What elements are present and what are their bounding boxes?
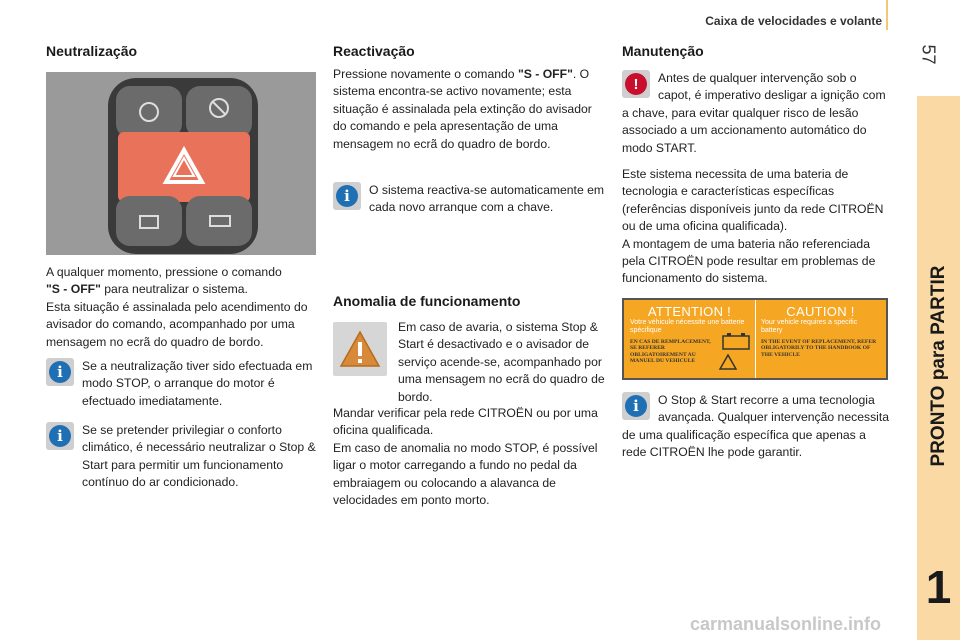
dashboard-switch-photo	[46, 72, 316, 255]
page-number: 57	[918, 44, 939, 65]
neutralizacao-heading: Neutralização	[46, 43, 138, 59]
warning-icon: !	[622, 70, 650, 98]
neutralizacao-text	[46, 264, 318, 351]
anomalia-warning-text: Em caso de avaria, o sistema Stop & Start é desactivado e o avisador de serviço acende-se, acompanhado por uma mensagem no ecrã do quadro de bordo.	[398, 320, 605, 404]
battery-warning-sticker	[622, 298, 888, 380]
info-note-comfort: i Se se pretender privilegiar o conforto climático, é necessário neutralizar o Stop & Start para permitir um funcionamento contínuo do ar condicionado.	[46, 422, 318, 492]
neutralize-rest: para neutralizar o sistema.	[104, 282, 248, 297]
s-off-command: "S - OFF"	[46, 282, 101, 297]
info-note-auto-reactivate: i O sistema reactiva-se automaticamente em cada novo arranque com a chave.	[333, 182, 605, 217]
warning-triangle-small-icon	[719, 354, 737, 370]
chapter-sidebar	[917, 96, 960, 640]
info-icon: i	[46, 358, 74, 386]
s-off-command: "S - OFF"	[517, 67, 573, 81]
anomalia-text: Mandar verificar pela rede CITROËN ou por uma oficina qualificada. Em caso de anomalia no modo STOP, é possível ligar o motor carregando a fundo no pedal da embraiagem ou colocando a alavanca de velocidades em ponto morto.	[333, 406, 598, 508]
info-icon: i	[622, 392, 650, 420]
warning-note-maintenance: ! Antes de qualquer intervenção sob o capot, é imperativo desligar a ignição com a chave, para evitar qualquer risco de lesão associado a um accionamento automático do modo START.	[622, 71, 886, 155]
switch-panel-illustration	[46, 72, 316, 255]
neutralize-indication: Esta situação é assinalada pelo acendimento do avisador do comando, acompanhado por uma mensagem no ecrã do quadro de bordo.	[46, 299, 308, 349]
warning-triangle-icon	[339, 330, 381, 368]
manutencao-text: Este sistema necessita de uma bateria de tecnologia e características específicas (referências disponíveis junto da rede CITROËN ou de uma oficina qualificada). A montagem de uma bateria não referenciada pela CITROËN pode resultar em problemas de funcionamento do sistema.	[622, 167, 884, 286]
watermark: carmanualsonline.info	[690, 614, 882, 634]
reactivacao-heading: Reactivação	[333, 43, 415, 59]
manutencao-heading: Manutenção	[622, 43, 704, 59]
anomalia-heading: Anomalia de funcionamento	[333, 293, 521, 309]
info-icon: i	[46, 422, 74, 450]
info-icon: i	[333, 182, 361, 210]
header-divider	[886, 0, 888, 30]
info-note-technology: i O Stop & Start recorre a uma tecnologia avançada. Qualquer intervenção necessita de uma qualificação específica que apenas a rede CITROËN lhe pode garantir.	[622, 393, 890, 460]
neutralize-lead: A qualquer momento, pressione o comando	[46, 265, 282, 279]
reactivacao-text: Pressione novamente o comando "S - OFF". O sistema encontra-se activo novamente; esta situação é assinalada pela extinção do avisador do comando e pela apresentação de uma mensagem no ecrã do quadro de bordo.	[333, 67, 592, 151]
warning-triangle-box	[333, 322, 387, 376]
chapter-number: 1	[925, 561, 952, 613]
battery-icon	[721, 332, 751, 350]
section-title: Caixa de velocidades e volante	[705, 14, 882, 28]
sticker-french: ATTENTION ! Votre véhicule nécessite une batterie spécifique EN CAS DE REMPLACEMENT, SE REFERER OBLIGATOIREMENT AU MANUEL DU VEHICULE	[624, 300, 756, 378]
chapter-label: PRONTO para PARTIR	[927, 265, 949, 467]
sticker-english: CAUTION ! Your vehicle requires a specific battery IN THE EVENT OF REPLACEMENT, REFER OBLIGATORILY TO THE HANDBOOK OF THE VEHICLE	[761, 304, 877, 358]
info-note-stop-mode: i Se a neutralização tiver sido efectuada em modo STOP, o arranque do motor é efectuado imediatamente.	[46, 358, 318, 410]
